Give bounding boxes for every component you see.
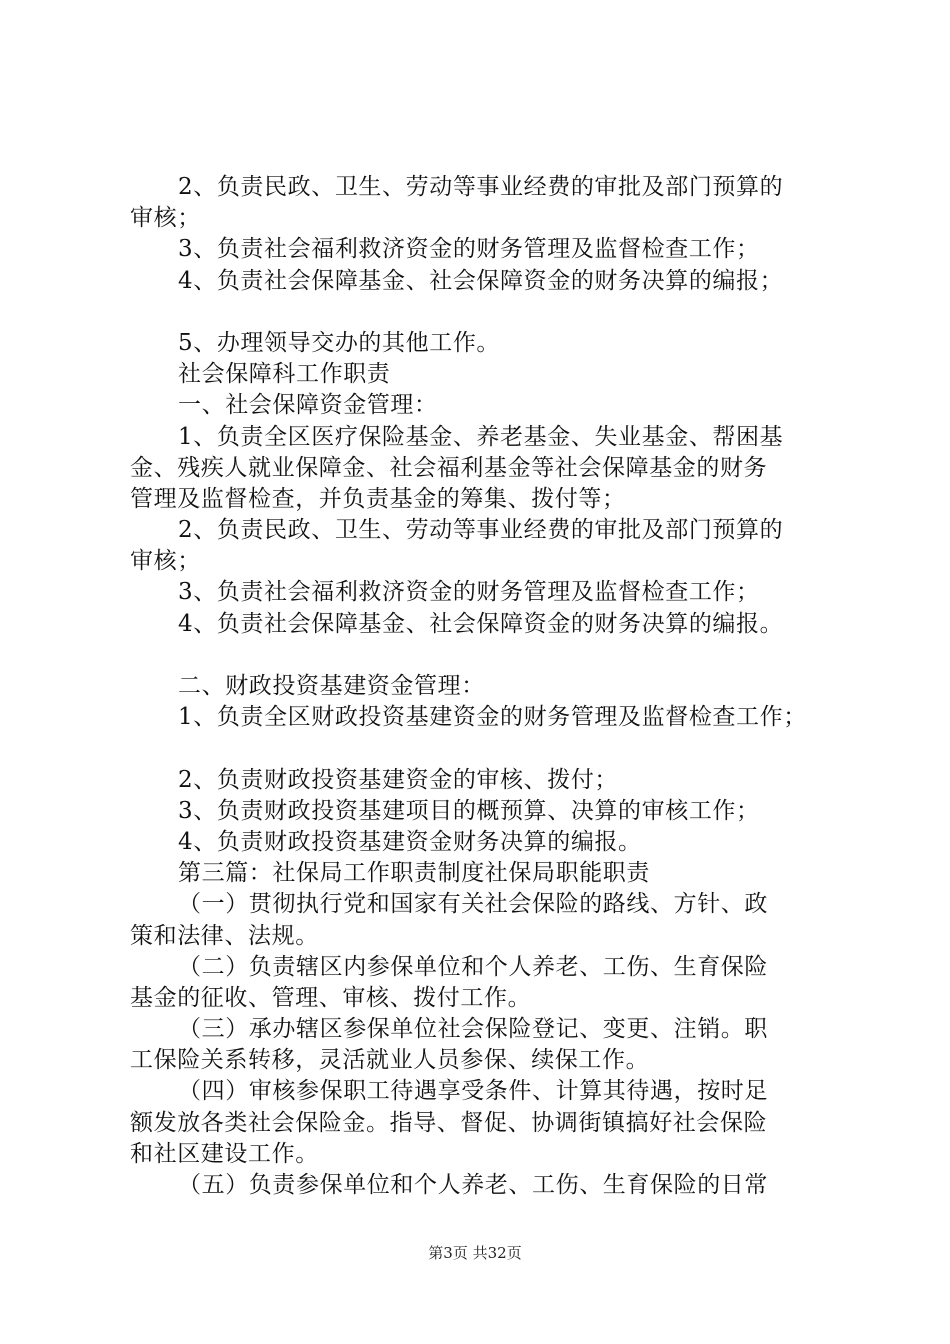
paragraph-line: 4、负责财政投资基建资金财务决算的编报。 <box>178 828 642 855</box>
paragraph-line: 1、负责全区财政投资基建资金的财务管理及监督检查工作； <box>178 704 807 731</box>
paragraph-line: 工保险关系转移，灵活就业人员参保、续保工作。 <box>130 1047 650 1074</box>
paragraph-line: 基金的征收、管理、审核、拨付工作。 <box>130 984 532 1011</box>
blank-line <box>130 640 835 671</box>
section-heading: 一、社会保障资金管理： <box>178 392 438 419</box>
paragraph-line: 审核； <box>130 205 201 232</box>
paragraph-line: 审核； <box>130 548 201 575</box>
document-body <box>130 172 835 1201</box>
paragraph-line: 3、负责社会福利救济资金的财务管理及监督检查工作； <box>178 236 760 263</box>
paragraph-line: 1、负责全区医疗保险基金、养老基金、失业基金、帮困基 <box>178 423 784 450</box>
blank-line <box>130 297 835 328</box>
paragraph-line: （三）承办辖区参保单位社会保险登记、变更、注销。职 <box>178 1016 768 1043</box>
blank-line <box>130 733 835 764</box>
paragraph-line: （二）负责辖区内参保单位和个人养老、工伤、生育保险 <box>178 953 768 980</box>
paragraph-line: 策和法律、法规。 <box>130 922 319 949</box>
section-heading: 社会保障科工作职责 <box>178 361 391 388</box>
paragraph-line: 2、负责财政投资基建资金的审核、拨付； <box>178 766 619 793</box>
page-number-footer: 第3页 共32页 <box>428 1244 522 1262</box>
paragraph-line: 额发放各类社会保险金。指导、督促、协调街镇搞好社会保险 <box>130 1109 768 1136</box>
section-heading: 二、财政投资基建资金管理： <box>178 673 485 699</box>
paragraph-line: 2、负责民政、卫生、劳动等事业经费的审批及部门预算的 <box>178 174 784 200</box>
paragraph-line: 金、残疾人就业保障金、社会福利基金等社会保障基金的财务 <box>130 454 768 481</box>
paragraph-line: 4、负责社会保障基金、社会保障资金的财务决算的编报。 <box>178 610 784 637</box>
paragraph-line: （五）负责参保单位和个人养老、工伤、生育保险的日常 <box>178 1172 768 1198</box>
paragraph-line: 3、负责财政投资基建项目的概预算、决算的审核工作； <box>178 797 760 824</box>
paragraph-line: 3、负责社会福利救济资金的财务管理及监督检查工作； <box>178 579 760 606</box>
paragraph-line: 管理及监督检查，并负责基金的筹集、拨付等； <box>130 485 626 512</box>
paragraph-line: 4、负责社会保障基金、社会保障资金的财务决算的编报； <box>178 267 784 294</box>
paragraph-line: （四）审核参保职工待遇享受条件、计算其待遇，按时足 <box>178 1078 768 1105</box>
paragraph-line: 2、负责民政、卫生、劳动等事业经费的审批及部门预算的 <box>178 517 784 544</box>
paragraph-line: 和社区建设工作。 <box>130 1140 319 1167</box>
section-heading: 第三篇：社保局工作职责制度社保局职能职责 <box>178 860 650 887</box>
paragraph-line: （一）贯彻执行党和国家有关社会保险的路线、方针、政 <box>178 891 768 918</box>
paragraph-line: 5、办理领导交办的其他工作。 <box>178 329 501 356</box>
